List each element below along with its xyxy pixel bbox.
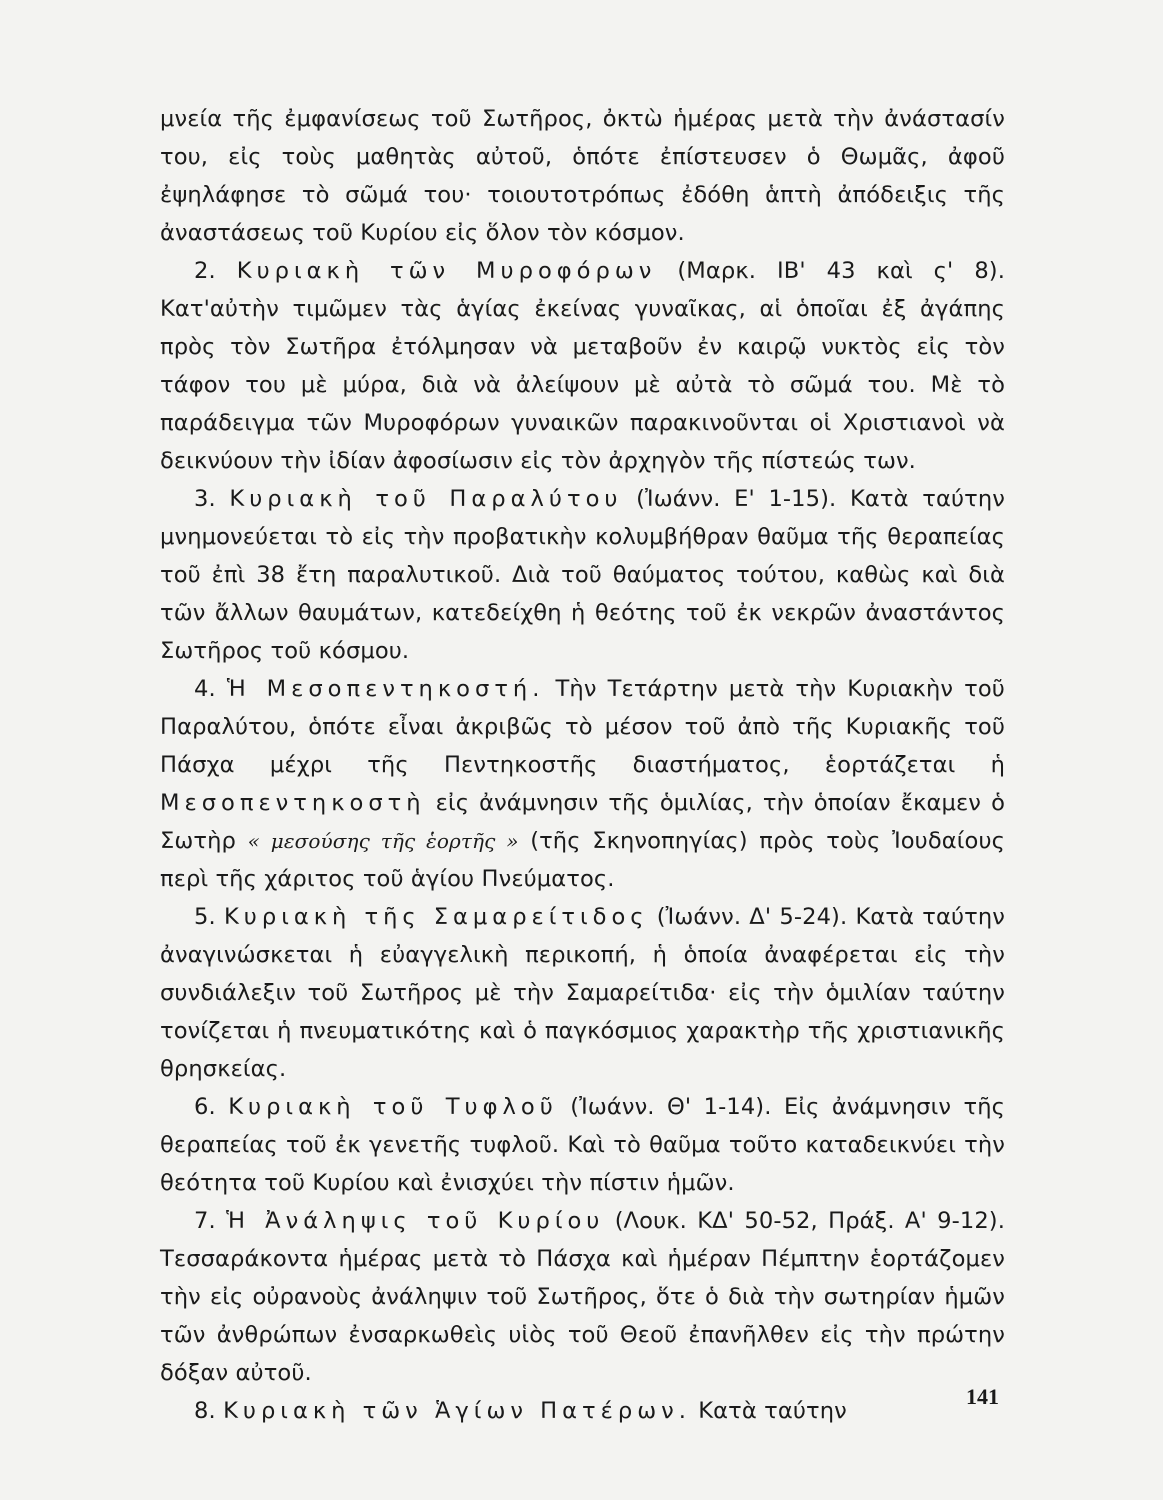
section-body: Εἰς ἀνάμνησιν τῆς θεραπείας τοῦ ἐκ γενετῆς τυφλοῦ. Καὶ τὸ θαῦμα τοῦτο καταδεικνύει τὴν θεότητα τοῦ Κυρίου καὶ ἐνισχύει τὴν πίστιν ἡμῶν. bbox=[160, 1094, 1005, 1196]
section-number: 5. bbox=[194, 904, 216, 930]
section-body: Κατὰ ταύτην ἀναγινώσκεται ἡ εὐαγγελικὴ περικοπή, ἡ ὁποία ἀναφέρεται εἰς τὴν συνδιάλεξιν τοῦ Σωτῆρος μὲ τὴν Σαμαρείτιδα· εἰς τὴν ὁμιλίαν ταύτην τονίζεται ἡ πνευματικότης καὶ ὁ παγκόσμιος χαρακτὴρ τῆς χριστιανικῆς θρησκείας. bbox=[160, 904, 1005, 1082]
section-title: Ἡ Μεσοπεντηκοστή. bbox=[226, 676, 545, 702]
page-number: 141 bbox=[966, 1384, 999, 1409]
section-number: 4. bbox=[194, 676, 216, 702]
paragraph-section-5 bbox=[160, 898, 1005, 1088]
section-reference: (Ἰωάνν. Δ' 5-24). bbox=[656, 904, 848, 930]
section-body: Κατ'αὐτὴν τιμῶμεν τὰς ἁγίας ἐκείνας γυναῖκας, αἱ ὁποῖαι ἐξ ἀγάπης πρὸς τὸν Σωτῆρα ἐτόλμησαν νὰ μεταβοῦν ἐν καιρῷ νυκτὸς εἰς τὸν τάφον του μὲ μύρα, διὰ νὰ ἀλείψουν μὲ αὐτὰ τὸ σῶμά του. Μὲ τὸ παράδειγμα τῶν Μυροφόρων γυναικῶν παρακινοῦνται οἱ Χριστιανοὶ νὰ δεικνύουν τὴν ἰδίαν ἀφοσίωσιν εἰς τὸν ἀρχηγὸν τῆς πίστεώς των. bbox=[160, 296, 1005, 474]
section-body: Κατὰ ταύτην μνημονεύεται τὸ εἰς τὴν προβατικὴν κολυμβήθραν θαῦμα τῆς θεραπείας τοῦ ἐπὶ 38 ἔτη παραλυτικοῦ. Διὰ τοῦ θαύματος τούτου, καθὼς καὶ διὰ τῶν ἄλλων θαυμάτων, κατεδείχθη ἡ θεότης τοῦ ἐκ νεκρῶν ἀναστάντος Σωτῆρος τοῦ κόσμου. bbox=[160, 486, 1005, 664]
section-reference: (Λουκ. ΚΔ' 50-52, Πράξ. Α' 9-12). bbox=[614, 1208, 1005, 1234]
section-body-middle: εἰς ἀνάμνησιν τῆς ὁμιλίας, τὴν ὁποίαν ἔκαμεν ὁ Σωτὴρ bbox=[160, 790, 1005, 854]
section-title: Κυριακὴ τῆς Σαμαρείτιδος bbox=[223, 904, 649, 930]
section-number: 6. bbox=[194, 1094, 216, 1120]
section-body: Κατὰ ταύτην bbox=[698, 1398, 847, 1424]
section-title: Ἡ Ἀνάληψις τοῦ Κυρίου bbox=[226, 1208, 605, 1234]
paragraph-section-6 bbox=[160, 1088, 1005, 1202]
section-reference: (Ἰωάνν. Ε' 1-15). bbox=[636, 486, 837, 512]
section-number: 7. bbox=[194, 1208, 216, 1234]
inline-quote: « μεσούσης τῆς ἑορτῆς » bbox=[247, 829, 519, 853]
inline-term: Μεσοπεντηκοστὴ bbox=[160, 790, 426, 816]
section-number: 2. bbox=[194, 258, 216, 284]
section-number: 3. bbox=[194, 486, 216, 512]
section-title: Κυριακὴ τοῦ Παραλύτου bbox=[229, 486, 623, 512]
section-body-before: Τὴν Τετάρτην μετὰ τὴν Κυριακὴν τοῦ Παραλύτου, ὁπότε εἶναι ἀκριβῶς τὸ μέσον τοῦ ἀπὸ τῆς Κυριακῆς τοῦ Πάσχα μέχρι τῆς Πεντηκοστῆς διαστήματος, ἑορτάζεται ἡ bbox=[160, 676, 1005, 778]
paragraph-section-3 bbox=[160, 480, 1005, 670]
section-reference: (Μαρκ. ΙΒ' 43 καὶ ς' 8). bbox=[677, 258, 1005, 284]
paragraph-section-8 bbox=[160, 1392, 1005, 1430]
section-title: Κυριακὴ τοῦ Τυφλοῦ bbox=[228, 1094, 558, 1120]
section-reference: (Ἰωάνν. Θ' 1-14). bbox=[570, 1094, 772, 1120]
paragraph-section-7 bbox=[160, 1202, 1005, 1392]
section-title: Κυριακὴ τῶν Ἁγίων Πατέρων. bbox=[223, 1398, 691, 1424]
section-body: Τεσσαράκοντα ἡμέρας μετὰ τὸ Πάσχα καὶ ἡμέραν Πέμπτην ἑορτάζομεν τὴν εἰς οὐρανοὺς ἀνάληψιν τοῦ Σωτῆρος, ὅτε ὁ διὰ τὴν σωτηρίαν ἡμῶν τῶν ἀνθρώπων ἐνσαρκωθεὶς υἱὸς τοῦ Θεοῦ ἐπανῆλθεν εἰς τὴν πρώτην δόξαν αὐτοῦ. bbox=[160, 1246, 1005, 1386]
page-body bbox=[160, 100, 1005, 1430]
paragraph-intro bbox=[160, 100, 1005, 252]
paragraph-section-2 bbox=[160, 252, 1005, 480]
intro-text: μνεία τῆς ἐμφανίσεως τοῦ Σωτῆρος, ὀκτὼ ἡμέρας μετὰ τὴν ἀνάστασίν του, εἰς τοὺς μαθητὰς αὐτοῦ, ὁπότε ἐπίστευσεν ὁ Θωμᾶς, ἀφοῦ ἐψηλάφησε τὸ σῶμά του· τοιουτοτρόπως ἐδόθη ἁπτὴ ἀπόδειξις τῆς ἀναστάσεως τοῦ Κυρίου εἰς ὅλον τὸν κόσμον. bbox=[160, 106, 1005, 246]
section-title: Κυριακὴ τῶν Μυροφόρων bbox=[236, 258, 657, 284]
section-body-after: (τῆς Σκηνοπηγίας) πρὸς τοὺς Ἰουδαίους περὶ τῆς χάριτος τοῦ ἁγίου Πνεύματος. bbox=[160, 828, 1005, 892]
section-number: 8. bbox=[194, 1398, 216, 1424]
paragraph-section-4 bbox=[160, 670, 1005, 898]
